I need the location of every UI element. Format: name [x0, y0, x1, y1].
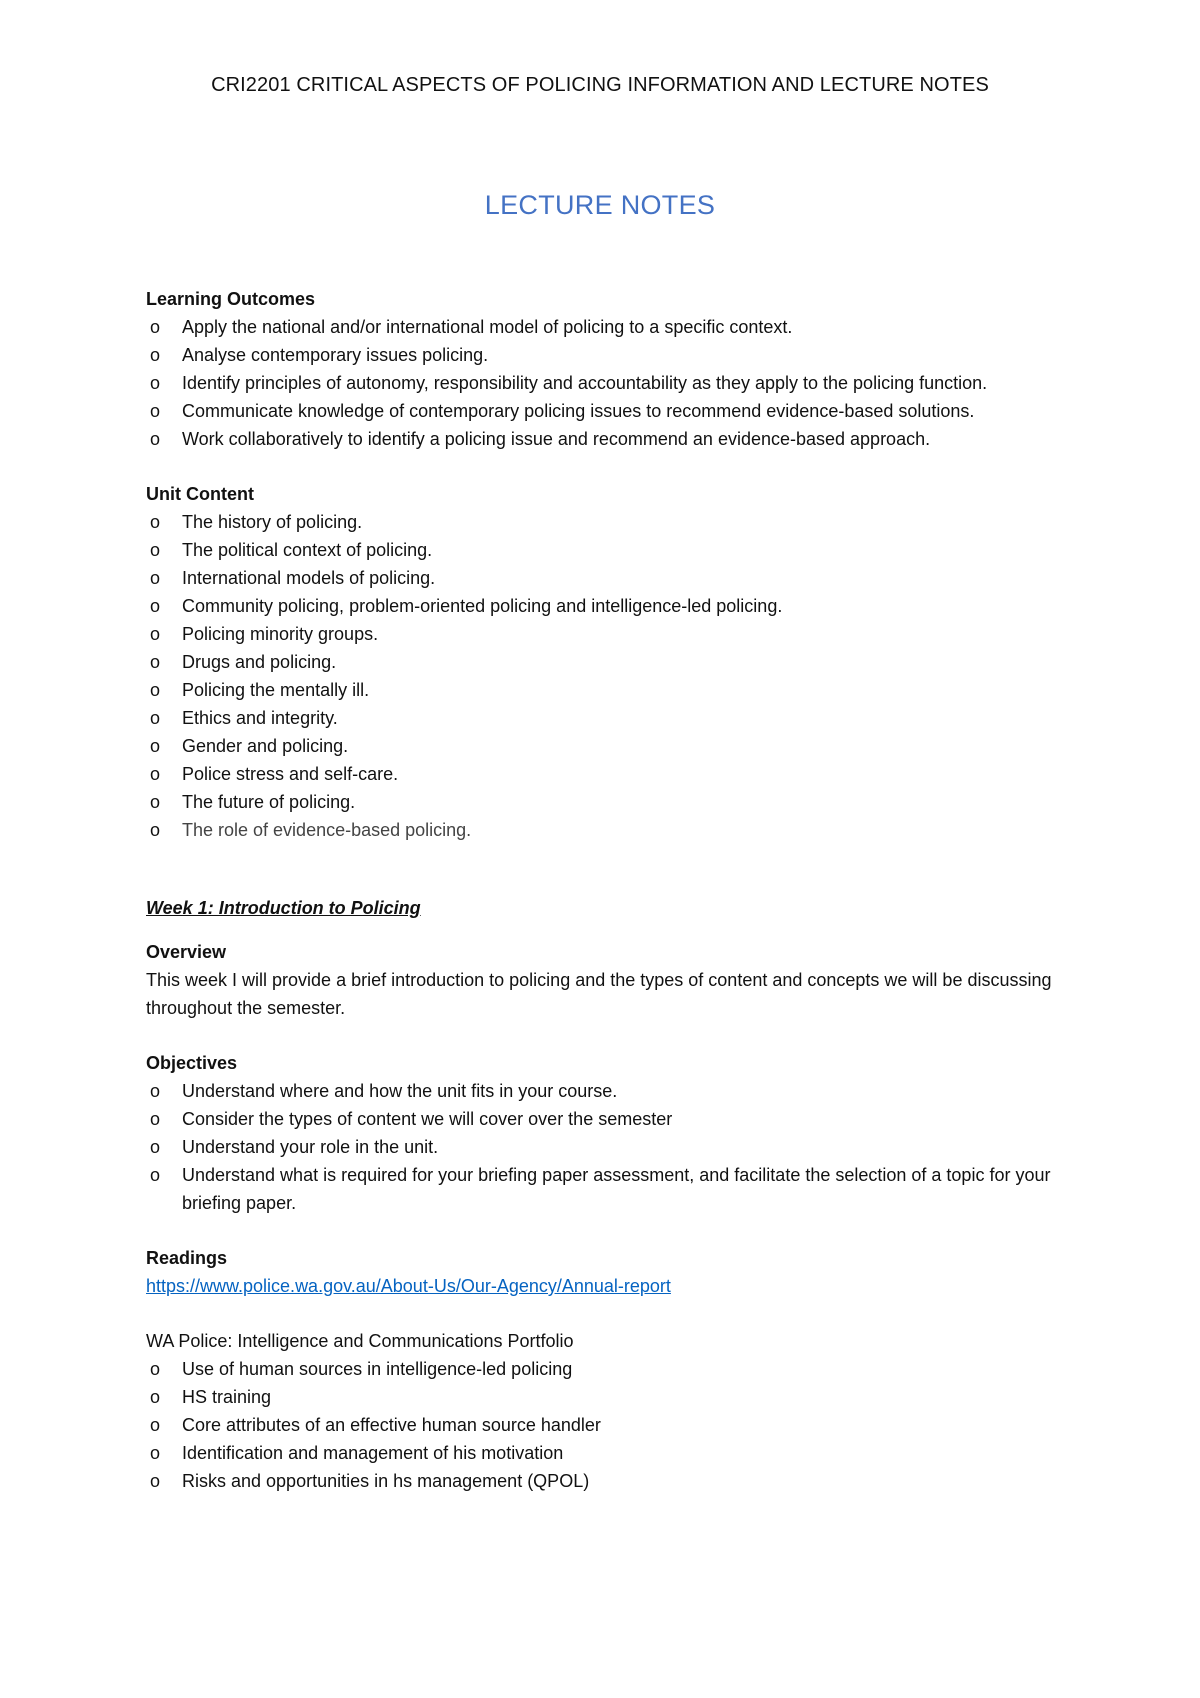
portfolio-list	[146, 1355, 1066, 1495]
bullet-icon: o	[150, 1387, 161, 1407]
bullet-icon: o	[150, 680, 161, 700]
list-item	[146, 676, 1066, 704]
bullet-icon: o	[150, 540, 161, 560]
week-1-heading: Week 1: Introduction to Policing	[146, 898, 421, 918]
list-item	[146, 313, 1066, 341]
bullet-icon: o	[150, 596, 161, 616]
bullet-icon: o	[150, 568, 161, 588]
bullet-icon: o	[150, 820, 161, 840]
list-item-text: Consider the types of content we will cover over the semester	[182, 1109, 673, 1129]
bullet-icon: o	[150, 736, 161, 756]
document-header-title: CRI2201 CRITICAL ASPECTS OF POLICING INFORMATION AND LECTURE NOTES	[211, 74, 989, 96]
list-item-text: Identify principles of autonomy, responsibility and accountability as they apply to the policing function.	[182, 373, 988, 393]
bullet-icon: o	[150, 1081, 161, 1101]
list-item-text: Analyse contemporary issues policing.	[182, 345, 489, 365]
list-item	[146, 1161, 1066, 1217]
list-item-text: Understand what is required for your briefing paper assessment, and facilitate the selection of a topic for your briefing paper.	[182, 1165, 1051, 1213]
list-item	[146, 620, 1066, 648]
readings-link[interactable]: https://www.police.wa.gov.au/About-Us/Our-Agency/Annual-report	[146, 1276, 671, 1296]
list-item	[146, 648, 1066, 676]
list-item	[146, 592, 1066, 620]
list-item	[146, 1439, 1066, 1467]
bullet-icon: o	[150, 1109, 161, 1129]
list-item	[146, 704, 1066, 732]
bullet-icon: o	[150, 512, 161, 532]
overview-text: This week I will provide a brief introduction to policing and the types of content and concepts we will be discussing throughout the semester.	[146, 970, 1052, 1018]
list-item-text: Policing minority groups.	[182, 624, 379, 644]
overview-heading: Overview	[146, 942, 227, 962]
list-item-text: Communicate knowledge of contemporary policing issues to recommend evidence-based solutions.	[182, 401, 975, 421]
bullet-icon: o	[150, 1137, 161, 1157]
list-item	[146, 536, 1066, 564]
list-item-text: Policing the mentally ill.	[182, 680, 370, 700]
list-item-text: Risks and opportunities in hs management (QPOL)	[182, 1471, 590, 1491]
bullet-icon: o	[150, 1359, 161, 1379]
list-item-text: Police stress and self-care.	[182, 764, 399, 784]
list-item	[146, 1467, 1066, 1495]
learning-outcomes-list	[146, 313, 1066, 453]
list-item-text: Community policing, problem-oriented policing and intelligence-led policing.	[182, 596, 783, 616]
list-item	[146, 816, 1066, 844]
list-item	[146, 1105, 1066, 1133]
list-item-text: The future of policing.	[182, 792, 356, 812]
list-item	[146, 425, 1066, 453]
bullet-icon: o	[150, 708, 161, 728]
list-item-text: Identification and management of his motivation	[182, 1443, 564, 1463]
list-item	[146, 732, 1066, 760]
bullet-icon: o	[150, 624, 161, 644]
list-item-text: Apply the national and/or international model of policing to a specific context.	[182, 317, 793, 337]
list-item	[146, 1383, 1066, 1411]
list-item-text: The political context of policing.	[182, 540, 433, 560]
list-item	[146, 397, 1066, 425]
objectives-heading: Objectives	[146, 1053, 238, 1073]
list-item	[146, 1355, 1066, 1383]
readings-heading: Readings	[146, 1248, 228, 1268]
list-item-text: Understand your role in the unit.	[182, 1137, 439, 1157]
list-item-text: Core attributes of an effective human source handler	[182, 1415, 601, 1435]
bullet-icon: o	[150, 429, 161, 449]
list-item	[146, 1133, 1066, 1161]
list-item	[146, 369, 1066, 397]
bullet-icon: o	[150, 373, 161, 393]
bullet-icon: o	[150, 1471, 161, 1491]
learning-outcomes-heading: Learning Outcomes	[146, 289, 316, 309]
bullet-icon: o	[150, 792, 161, 812]
list-item-text: Understand where and how the unit fits in your course.	[182, 1081, 618, 1101]
bullet-icon: o	[150, 764, 161, 784]
list-item-text: Work collaboratively to identify a policing issue and recommend an evidence-based approach.	[182, 429, 931, 449]
list-item-text: Gender and policing.	[182, 736, 349, 756]
bullet-icon: o	[150, 652, 161, 672]
bullet-icon: o	[150, 345, 161, 365]
list-item	[146, 788, 1066, 816]
document-body	[146, 285, 1066, 1495]
list-item-text: The role of evidence-based policing.	[182, 820, 472, 840]
unit-content-list	[146, 508, 1066, 844]
list-item	[146, 1411, 1066, 1439]
portfolio-heading: WA Police: Intelligence and Communications Portfolio	[146, 1331, 574, 1351]
list-item	[146, 508, 1066, 536]
bullet-icon: o	[150, 317, 161, 337]
list-item	[146, 1077, 1066, 1105]
bullet-icon: o	[150, 1415, 161, 1435]
bullet-icon: o	[150, 1443, 161, 1463]
unit-content-heading: Unit Content	[146, 484, 254, 504]
objectives-list	[146, 1077, 1066, 1217]
list-item-text: The history of policing.	[182, 512, 363, 532]
lecture-notes-title: LECTURE NOTES	[484, 190, 716, 220]
list-item	[146, 760, 1066, 788]
list-item-text: Ethics and integrity.	[182, 708, 338, 728]
bullet-icon: o	[150, 1165, 161, 1185]
list-item-text: Drugs and policing.	[182, 652, 337, 672]
list-item-text: Use of human sources in intelligence-led policing	[182, 1359, 573, 1379]
list-item	[146, 341, 1066, 369]
list-item-text: HS training	[182, 1387, 272, 1407]
list-item	[146, 564, 1066, 592]
list-item-text: International models of policing.	[182, 568, 436, 588]
bullet-icon: o	[150, 401, 161, 421]
